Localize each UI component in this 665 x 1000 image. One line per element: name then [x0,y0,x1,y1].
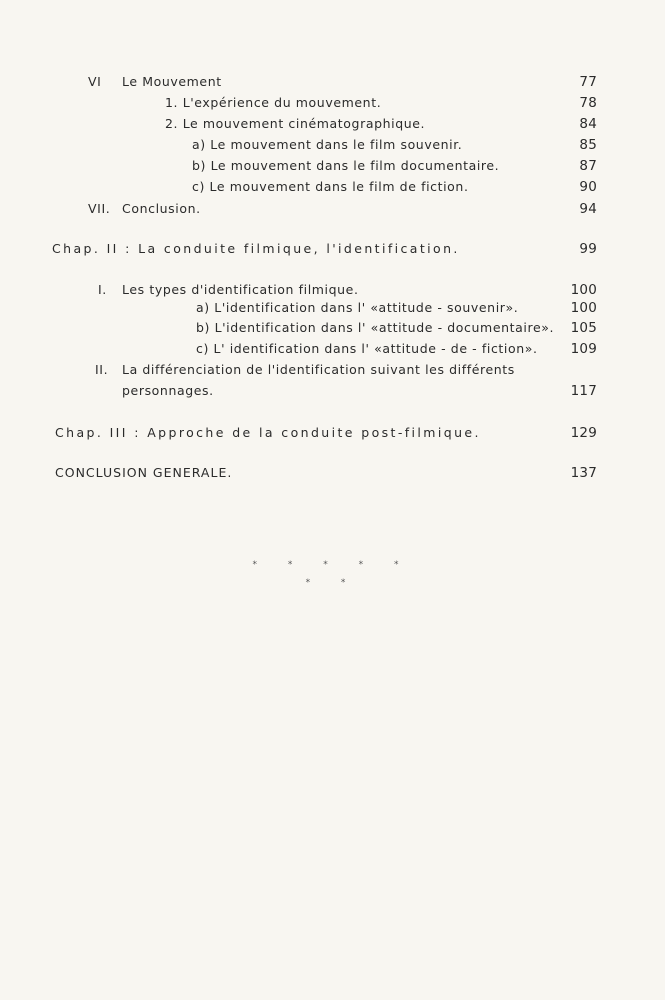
toc-page-number: 99 [579,241,597,257]
toc-entry-title: a) Le mouvement dans le film souvenir. [192,137,463,152]
toc-entry-ii-ii [0,360,665,380]
toc-entry-title-continued: personnages. [122,383,214,398]
toc-page-number: 117 [570,383,597,399]
toc-entry-vi-1 [0,93,665,113]
toc-entry-title: b) L'identification dans l' «attitude - documentaire». [196,320,555,335]
toc-page-number: 78 [579,95,597,111]
toc-page-number: 105 [570,320,597,336]
toc-entry-ii-ic [0,339,665,359]
toc-page-number: 84 [579,116,597,132]
toc-entry-vi [0,72,665,92]
toc-page-number: 87 [579,158,597,174]
toc-chapter-title: Chap. II : La conduite filmique, l'identification. [52,241,460,256]
toc-entry-title: a) L'identification dans l' «attitude - souvenir». [196,300,519,315]
toc-page-number: 90 [579,179,597,195]
toc-entry-ii-ii-cont [0,381,665,401]
toc-section-number: VI [88,74,102,89]
toc-section-number: II. [95,362,109,377]
toc-entry-title: La différenciation de l'identification suivant les différents [122,362,515,377]
asterism-ornament-line-2: * * [305,578,360,588]
toc-entry-vi-2c [0,177,665,197]
toc-page-number: 129 [570,425,597,441]
toc-conclusion [0,463,665,483]
toc-entry-ii-i [0,280,665,300]
toc-page-number: 77 [579,74,597,90]
toc-chapter-3 [0,423,665,443]
toc-entry-vi-2 [0,114,665,134]
toc-page-number: 94 [579,201,597,217]
toc-entry-title: Les types d'identification filmique. [122,282,359,297]
toc-entry-vi-2a [0,135,665,155]
toc-page-number: 137 [570,465,597,481]
toc-entry-vi-2b [0,156,665,176]
toc-entry-title: 2. Le mouvement cinématographique. [165,116,426,131]
toc-conclusion-title: CONCLUSION GENERALE. [55,465,233,480]
toc-page-number: 109 [570,341,597,357]
asterism-ornament-line-1: * * * * * [252,560,413,570]
toc-chapter-2 [0,239,665,259]
toc-page-number: 100 [570,300,597,316]
toc-entry-title: 1. L'expérience du mouvement. [165,95,382,110]
toc-entry-title: c) L' identification dans l' «attitude - de - fiction». [196,341,538,356]
toc-entry-title: Conclusion. [122,201,201,216]
toc-chapter-title: Chap. III : Approche de la conduite post-filmique. [55,425,481,440]
toc-entry-title: c) Le mouvement dans le film de fiction. [192,179,469,194]
toc-page-number: 100 [570,282,597,298]
toc-entry-vii [0,199,665,219]
toc-entry-ii-ia [0,298,665,318]
toc-entry-title: Le Mouvement [122,74,222,89]
toc-entry-ii-ib [0,318,665,338]
toc-section-number: VII. [88,201,111,216]
toc-section-number: I. [98,282,107,297]
toc-page-number: 85 [579,137,597,153]
toc-entry-title: b) Le mouvement dans le film documentaire. [192,158,500,173]
